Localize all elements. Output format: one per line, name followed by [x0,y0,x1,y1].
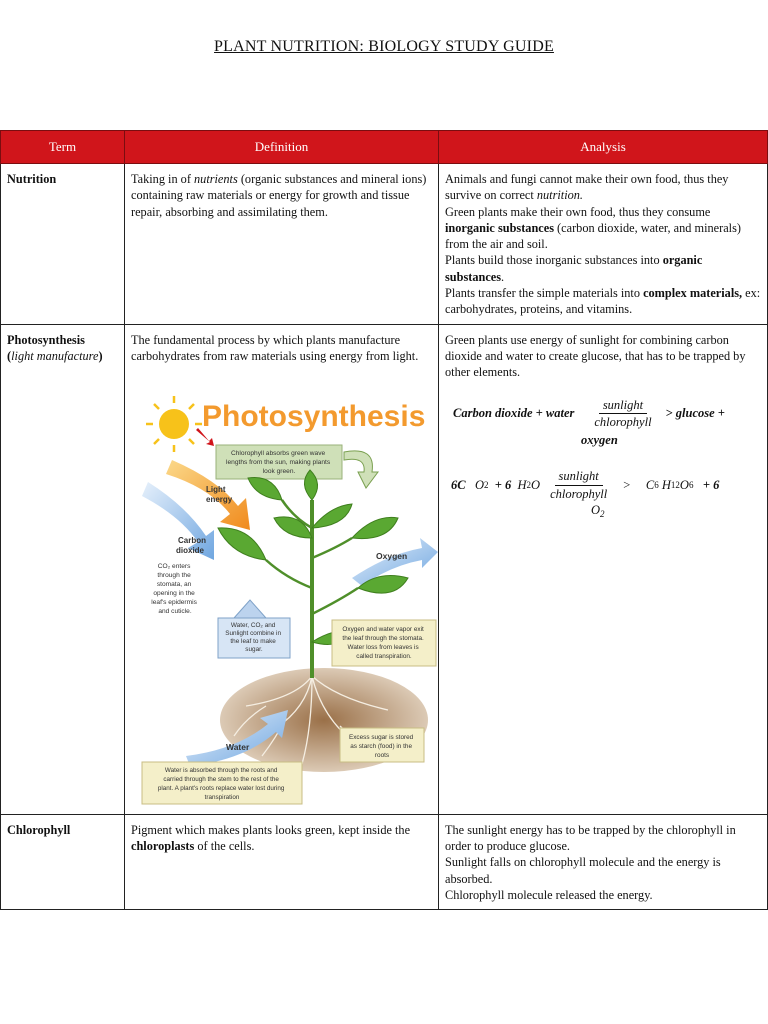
analysis-text: Animals and fungi cannot make their own food, thus they survive on correct [445,172,729,203]
eq-term: + 6 [702,478,720,493]
exit-line: Oxygen and water vapor exit [342,626,424,633]
header-definition: Definition [125,131,439,164]
analysis-text: . [501,269,505,284]
combine-line: Water, CO₂ and [230,622,276,629]
table-row [1,164,768,325]
eq-subscript: 6 [654,480,659,491]
oxygen-label: Oxygen [376,551,408,561]
co2-line: through the [157,572,191,579]
analysis-photosynthesis [439,324,768,814]
note-line: look green. [262,468,296,475]
exit-line: Water loss from leaves is [347,644,419,651]
analysis-bold: complex materials, [643,286,743,301]
term-nutrition: Nutrition [1,164,125,325]
equation-reactants: Carbon dioxide + water [453,406,575,421]
page-title: PLANT NUTRITION: BIOLOGY STUDY GUIDE [214,38,554,55]
condition-denominator: chlorophyll [594,414,652,429]
analysis-line: Sunlight falls on chlorophyll molecule and the energy is absorbed. [445,855,721,886]
definition-nutrition [125,164,439,325]
transpiration-note [332,620,436,666]
term-paren: ) [98,348,103,363]
analysis-nutrition [439,164,768,325]
term-label: Photosynthesis [7,332,85,347]
eq-term: + 6 [494,478,512,493]
definition-chlorophyll [125,814,439,909]
combine-note [218,600,290,658]
note-line: lengths from the sun, making plants [226,459,331,466]
photosynthesis-diagram [126,388,439,824]
eq-term: H [661,478,671,493]
combine-line: sugar. [245,646,263,653]
eq-subscript: 2 [526,480,532,491]
table-header-row [1,131,768,164]
absorb-line: carried through the stem to the rest of the [163,776,279,783]
svg-text:CO₂ enters through the [151,563,198,615]
eq-subscript: 2 [484,480,489,491]
co2-line: leaf's epidermis [151,599,197,606]
eq-subscript: 12 [670,480,680,491]
eq-subscript: 6 [688,480,694,491]
carbon-label: Carbon [178,536,206,545]
condition-denominator: chlorophyll [550,486,608,501]
eq-subscript: 2 [600,509,605,520]
condition-numerator: sunlight [555,468,603,485]
note-line: Chlorophyll absorbs green wave [230,450,326,457]
analysis-text: ex: carbohydrates, proteins, and vitamins. [445,286,761,317]
svg-text:Light energy [206,485,233,504]
header-analysis: Analysis [439,131,768,164]
analysis-line [445,171,761,204]
definition-text: Taking in of [131,172,195,186]
analysis-text: Green plants make their own food, thus they consume [445,204,711,219]
co2-line: opening in the [153,590,195,597]
equation-tail: oxygen [581,433,618,448]
equation-tail [591,502,761,522]
light-label: Light [206,485,226,494]
eq-term: O [474,478,484,493]
absorb-line: Water is absorbed through the roots and [164,767,278,774]
condition-numerator: sunlight [599,397,647,414]
exit-line: called transpiration. [356,653,412,660]
eq-term: 6C [451,478,466,493]
water-absorb-note [142,762,302,804]
term-chlorophyll: Chlorophyll [1,814,125,909]
eq-term: O [591,503,601,518]
analysis-line [445,285,761,318]
term-paren: ( [7,348,12,363]
diagram-title: Photosynthesis [202,400,426,433]
starch-line: Excess sugar is stored [348,734,414,741]
exit-line: the leaf through the stomata. [342,635,424,642]
chemical-equation [451,468,761,502]
analysis-line [445,204,761,253]
absorb-line: plant. A plant's roots replace water lost during [157,785,285,792]
eq-term: O [679,478,689,493]
starch-line: as starch (food) in the [350,743,413,750]
starch-note [340,728,424,762]
co2-line: and cuticle. [158,608,192,615]
header-term: Term [1,131,125,164]
eq-arrow: > [623,478,631,493]
definition-photosynthesis: The fundamental process by which plants manufacture carbohydrates from raw materials using energy from light. [125,324,439,814]
word-equation [453,397,761,431]
eq-term: H [517,478,527,493]
definition-bold: chloroplasts [131,838,195,853]
analysis-text: Plants transfer the simple materials into [445,286,644,301]
water-label: Water [226,742,250,752]
analysis-bold: inorganic substances [445,220,554,235]
light-label: energy [206,495,233,504]
green-curve-arrow-icon [344,451,378,488]
eq-term: O [531,478,541,493]
combine-line: Sunlight combine in [225,630,281,637]
definition-emphasis: nutrients [194,172,238,186]
analysis-line [445,252,761,285]
carbon-label: dioxide [176,546,205,555]
equation-products: > glucose + [665,406,725,421]
analysis-bold: organic substances [445,253,703,284]
term-photosynthesis [1,324,125,814]
co2-line: stomata, an [156,581,192,588]
analysis-text: (carbon dioxide, water, and minerals) from the air and soil. [445,220,741,252]
term-subtitle: light manufacture [11,348,99,363]
combine-line: the leaf to make [230,638,276,645]
analysis-text: Green plants use energy of sunlight for combining carbon dioxide and water to create glucose, that has to be trapped by other elements. [445,332,746,380]
svg-text:Carbon dioxide [176,536,208,555]
absorb-line: transpiration [204,794,240,801]
co2-line: CO₂ enters [157,563,191,570]
equation-condition [590,397,655,431]
analysis-line: The sunlight energy has to be trapped by the chlorophyll in order to produce glucose. [445,822,736,853]
analysis-line: Chlorophyll molecule released the energy. [445,887,653,902]
sun-icon [146,396,202,452]
starch-line: roots [374,752,390,759]
analysis-text: Plants build those inorganic substances into [445,253,663,268]
table-row [1,814,768,909]
definition-text: (organic substances and mineral ions) containing raw materials or energy for growth and tissue repair, absorbing and assimilating them. [131,172,427,219]
eq-term: C [645,478,655,493]
analysis-chlorophyll [439,814,768,909]
chlorophyll-note [216,445,342,479]
definition-text: of the cells. [194,838,255,853]
definition-text: Pigment which makes plants looks green, kept inside the [131,822,411,837]
analysis-emphasis: nutrition. [536,188,583,203]
equation-condition [546,468,611,502]
